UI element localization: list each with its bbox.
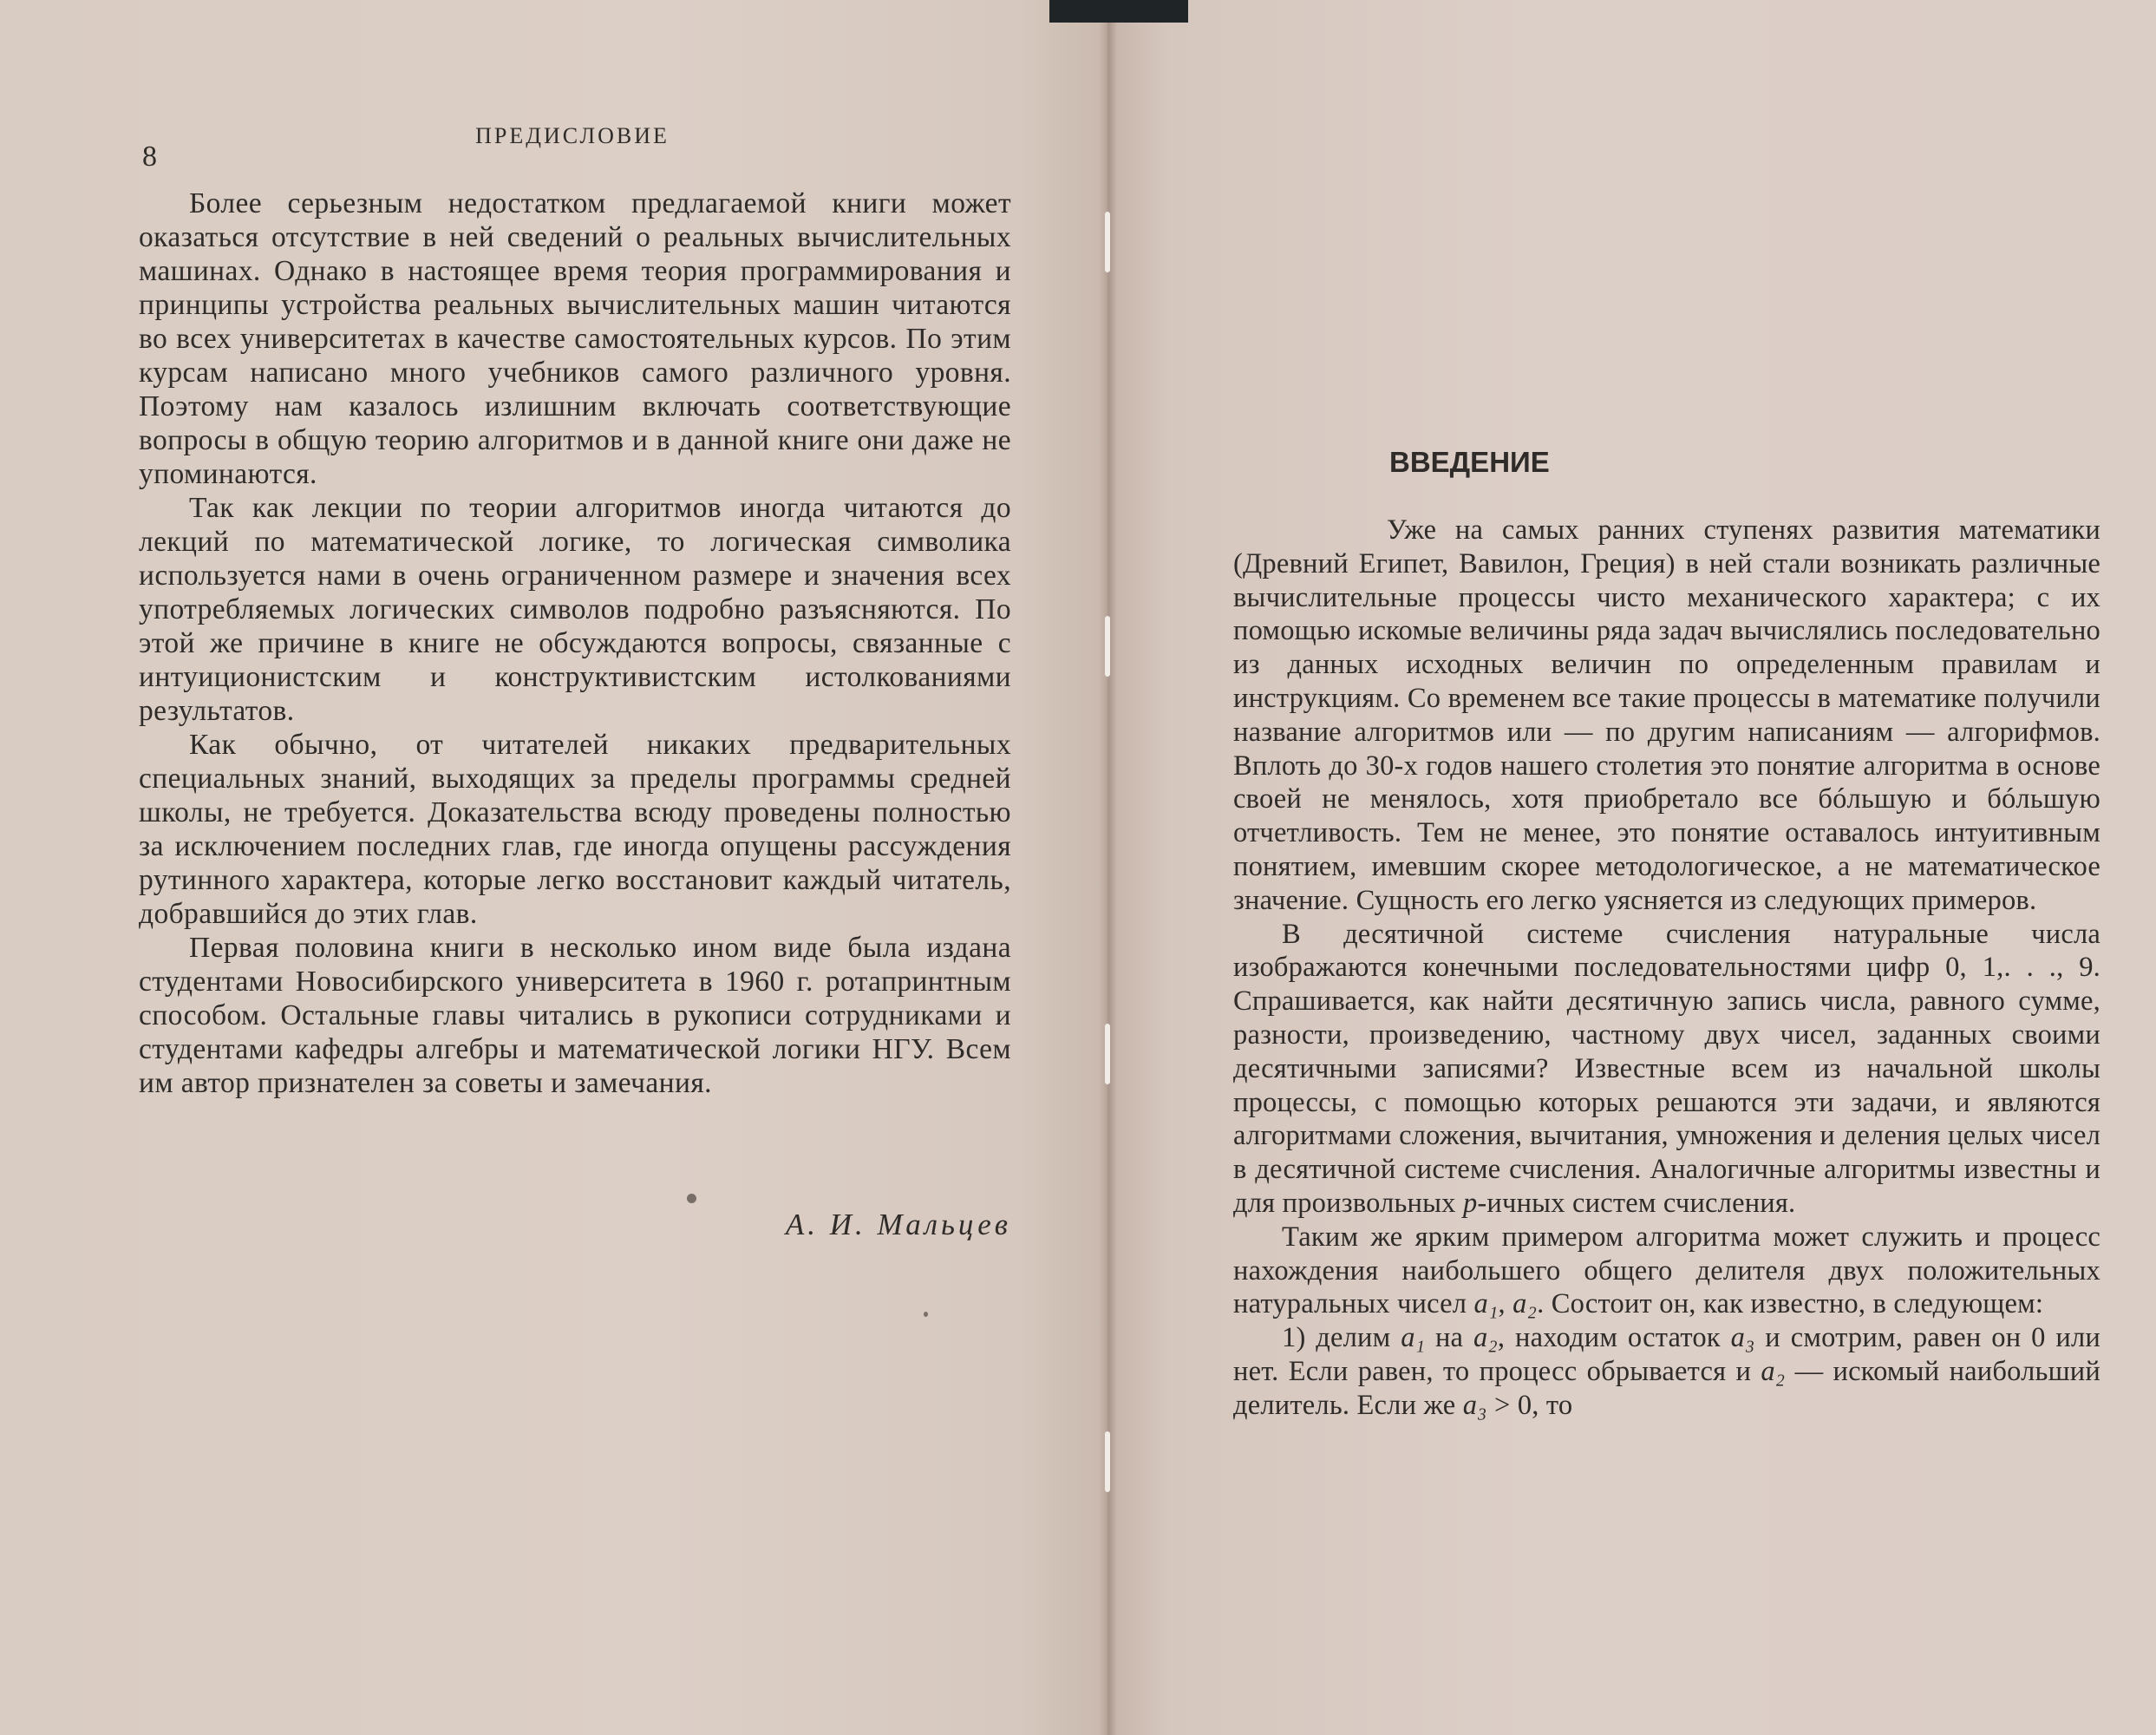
preface-paragraph: Первая половина книги в несколько ином виде была издана студентами Новосибирского университета в 1960 г. ротапринтным способом. Остальные главы читались в рукописи сотрудниками и студентами кафедры алгебры и математической логики НГУ. Всем им автор признателен за советы и замечания.	[139, 932, 1011, 1099]
math-variable: a₂	[1512, 1288, 1538, 1320]
preface-paragraph: Так как лекции по теории алгоритмов иногда читаются до лекций по математической логике, то логическая символика используется нами в очень ограниченном размере и значения всех употребляемых логических символов подробно разъясняются. По этой же причине в книге не обсуждаются вопросы, связанные с интуиционистским и конструктивистским истолкованиями результатов.	[139, 492, 1011, 727]
cover-edge	[1049, 0, 1188, 23]
binding-stitch	[1105, 1431, 1110, 1492]
preface-paragraph: Более серьезным недостатком предлагаемой книги может оказаться отсутствие в ней сведений о реальных вычислительных машинах. Однако в настоящее время теория программирования и принципы устройства реальных вычислительных машин читаются во всех университетах в качестве самостоятельных курсов. По этим курсам написано много учебников самого различного уровня. Поэтому нам казалось излишним включать соответствующие вопросы в общую теорию алгоритмов и в данной книге они даже не упоминаются.	[139, 187, 1011, 490]
chapter-title: ВВЕДЕНИЕ	[1389, 446, 1550, 478]
paper-spot	[924, 1312, 928, 1317]
math-variable: a₃	[1730, 1322, 1755, 1354]
page-number: 8	[142, 141, 157, 173]
running-head: ПРЕДИСЛОВИЕ	[475, 123, 670, 148]
binding-stitch	[1105, 1024, 1110, 1084]
intro-paragraph: В десятичной системе счисления натуральные числа изображаются конечными последовательностями цифр 0, 1,. . ., 9. Спрашивается, как найти десятичную запись числа, равного сумме, разности, произведению, частному двух чисел, заданных своими десятичными записями? Известные всем из начальной школы процессы, с помощью которых решаются эти задачи, и являются алгоритмами сложения, вычитания, умножения и деления целых чисел в десятичной системе счисления. Аналогичные алгоритмы известны и для произвольных p-ичных систем счисления.	[1233, 918, 2100, 1219]
math-variable: a₁	[1473, 1288, 1499, 1320]
math-variable: a₂	[1761, 1355, 1786, 1387]
binding-stitch	[1105, 212, 1110, 272]
intro-paragraph: Уже на самых ранних ступенях развития математики (Древний Египет, Вавилон, Греция) в ней стали возникать различные вычислительные процессы чисто механического характера; с их помощью искомые величины ряда задач вычислялись последовательно из данных исходных величин по определенным правилам и инструкциям. Со временем все такие процессы в математике получили название алгоритмов или — по другим написаниям — алгорифмов. Вплоть до 30-х годов нашего столетия это понятие алгоритма в основе своей не менялось, хотя приобретало все бóльшую и бóльшую отчетливость. Тем не менее, это понятие оставалось интуитивным понятием, имевшим скорее методологическое, а не математическое значение. Сущность его легко уясняется из следующих примеров.	[1233, 514, 2100, 916]
math-variable: a₃	[1462, 1389, 1487, 1421]
binding-stitch	[1105, 616, 1110, 677]
math-variable: a₂	[1473, 1322, 1498, 1354]
math-variable: a₁	[1401, 1322, 1426, 1354]
right-page	[1107, 0, 2156, 1735]
intro-paragraph: 1) делим a₁ на a₂, находим остаток a₃ и смотрим, равен он 0 или нет. Если равен, то процесс обрывается и a₂ — искомый наибольший делитель. Если же a₃ > 0, то	[1233, 1322, 2100, 1421]
paper-spot	[687, 1194, 696, 1203]
preface-text	[139, 187, 1011, 1100]
preface-paragraph: Как обычно, от читателей никаких предварительных специальных знаний, выходящих за пределы программы средней школы, не требуется. Доказательства всюду проведены полностью за исключением последних глав, где иногда опущены рассуждения рутинного характера, которые легко восстановит каждый читатель, добравшийся до этих глав.	[139, 729, 1011, 930]
introduction-text	[1233, 514, 2100, 1423]
intro-paragraph: Таким же ярким примером алгоритма может служить и процесс нахождения наибольшего общего делителя двух положительных натуральных чисел a₁, a₂. Состоит он, как известно, в следующем:	[1233, 1221, 2100, 1320]
author-signature: А. И. Мальцев	[785, 1208, 1011, 1241]
math-variable: p	[1462, 1187, 1478, 1219]
